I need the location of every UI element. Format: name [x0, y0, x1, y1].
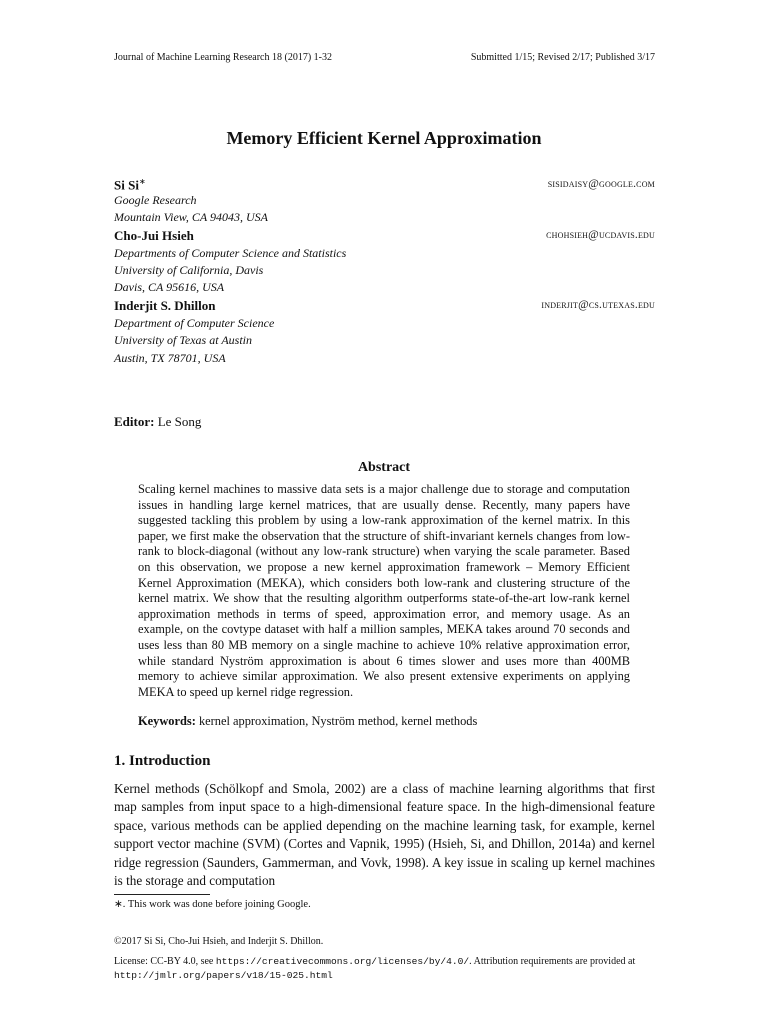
footnote: ∗. This work was done before joining Google.	[114, 899, 311, 910]
keywords-label: Keywords:	[138, 714, 196, 728]
copyright-line: ©2017 Si Si, Cho-Jui Hsieh, and Inderjit S. Dhillon.	[114, 936, 324, 947]
introduction-paragraph: Kernel methods (Schölkopf and Smola, 2002) are a class of machine learning algorithms that first map samples from input space to a high-dimensional feature space. In the high-dimensional feature space, various methods can be applied depending on the machine learning task, for example, kernel support vector machine (SVM) (Cortes and Vapnik, 1995) (Hsieh, Si, and Dhillon, 2014a) and kernel ridge regression (Saunders, Gammerman, and Vovk, 1998). A key issue in scaling up kernel machines is the storage and computation	[114, 781, 655, 889]
editor-name: Le Song	[157, 414, 202, 429]
author-block-1	[114, 177, 655, 193]
license-prefix: License: CC-BY 4.0, see	[114, 956, 216, 967]
affiliation-line: Austin, TX 78701, USA	[114, 351, 226, 365]
keywords-line	[138, 714, 477, 729]
affiliation-line: University of California, Davis	[114, 263, 264, 277]
editor-line	[114, 414, 201, 430]
keywords-list: kernel approximation, Nyström method, kernel methods	[198, 714, 478, 728]
running-header-journal: Journal of Machine Learning Research 18 (2017) 1-32	[114, 52, 332, 63]
license-link[interactable]: https://creativecommons.org/licenses/by/4.0/	[215, 956, 470, 967]
affiliation-line: Google Research	[114, 193, 197, 207]
section-heading-introduction: 1. Introduction	[114, 753, 211, 769]
footnote-rule	[114, 894, 210, 895]
affiliation-line: Department of Computer Science	[114, 316, 275, 330]
affiliation-line: University of Texas at Austin	[114, 333, 252, 347]
author-name: Cho-Jui Hsieh	[114, 228, 194, 243]
paper-link[interactable]: http://jmlr.org/papers/v18/15-025.html	[114, 970, 333, 981]
editor-label: Editor:	[114, 414, 155, 429]
author-email[interactable]: sisidaisy@google.com	[547, 178, 655, 190]
author-block-3	[114, 298, 655, 314]
affiliation-line: Departments of Computer Science and Statistics	[114, 246, 347, 260]
affiliation-line: Mountain View, CA 94043, USA	[114, 210, 268, 224]
running-header-dates: Submitted 1/15; Revised 2/17; Published 3/17	[470, 52, 655, 63]
affiliation-line: Davis, CA 95616, USA	[114, 280, 225, 294]
author-name: Inderjit S. Dhillon	[114, 298, 216, 313]
paper-title: Memory Efficient Kernel Approximation	[226, 128, 542, 148]
license-middle: . Attribution requirements are provided at	[469, 956, 636, 967]
author-name: Si Si	[114, 177, 139, 193]
abstract-heading: Abstract	[357, 460, 411, 475]
abstract-text: Scaling kernel machines to massive data sets is a major challenge due to storage and computation issues in handling large kernel matrices, that are usually dense. Recently, many papers have suggested tackling this problem by using a low-rank approximation of the kernel matrix. In this paper, we first make the observation that the structure of shift-invariant kernels changes from low-rank to block-diagonal (without any low-rank structure) when varying the scale parameter. Based on this observation, we propose a new kernel approximation framework – Memory Efficient Kernel Approximation (MEKA), which considers both low-rank and clustering structure of the kernel matrix. We show that the resulting algorithm outperforms state-of-the-art low-rank kernel approximation methods in terms of speed, approximation error, and memory usage. As an example, on the covtype dataset with half a million samples, MEKA takes around 70 seconds and uses less than 80 MB memory on a single machine to achieve 10% relative approximation error, while standard Nyström approximation is about 6 times slower and uses more than 400MB memory to achieve similar approximation. We also present extensive experiments on applying MEKA to speed up kernel ridge regression.	[138, 482, 630, 699]
author-email[interactable]: chohsieh@ucdavis.edu	[546, 229, 655, 241]
license-block	[114, 955, 655, 983]
author-email[interactable]: inderjit@cs.utexas.edu	[541, 299, 655, 311]
footnote-mark: ∗	[138, 177, 146, 186]
author-block-2	[114, 228, 655, 244]
